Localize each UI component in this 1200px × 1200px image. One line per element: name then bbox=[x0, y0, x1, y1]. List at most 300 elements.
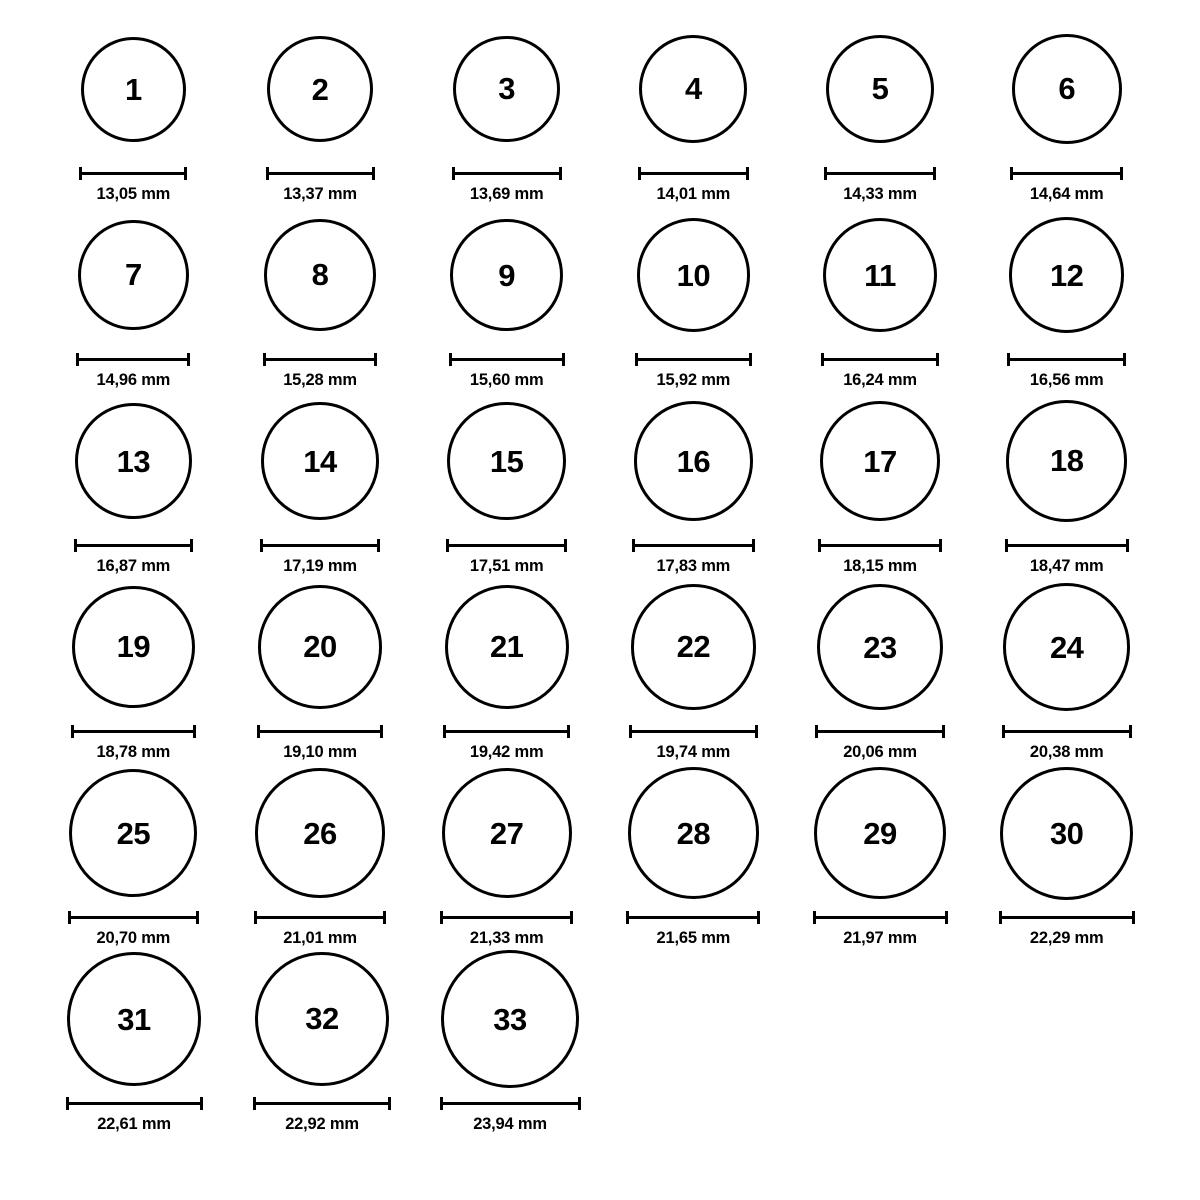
measure-cap-left bbox=[635, 353, 638, 366]
diameter-measure-bar bbox=[1010, 167, 1123, 179]
ring-size-item-2 bbox=[227, 18, 414, 204]
measure-line bbox=[818, 544, 942, 547]
diameter-label: 21,01 mm bbox=[283, 929, 357, 947]
ring-circle-icon bbox=[267, 36, 373, 142]
measure-cap-right bbox=[755, 725, 758, 738]
ring-circle-icon bbox=[826, 35, 935, 144]
ring-size-item-33 bbox=[416, 948, 604, 1134]
measure-line bbox=[260, 544, 381, 547]
measure-line bbox=[1010, 172, 1123, 175]
measure-line bbox=[253, 1102, 391, 1105]
measure-cap-left bbox=[821, 353, 824, 366]
ring-size-item-32 bbox=[228, 948, 416, 1134]
diameter-label: 16,87 mm bbox=[96, 557, 171, 575]
measure-cap-left bbox=[66, 1097, 69, 1110]
measure-cap-left bbox=[266, 167, 269, 180]
diameter-measure-bar bbox=[79, 167, 187, 179]
measure-cap-right bbox=[567, 725, 570, 738]
ring-size-number: 3 bbox=[498, 71, 516, 107]
ring-circle-icon bbox=[81, 37, 186, 142]
diameter-measure-bar bbox=[635, 353, 752, 365]
diameter-measure-bar bbox=[824, 167, 936, 179]
ring-size-number: 26 bbox=[303, 815, 337, 851]
measure-cap-right bbox=[1123, 353, 1126, 366]
ring-circle-icon bbox=[639, 35, 747, 143]
measure-line bbox=[76, 358, 190, 361]
ring-circle-wrap bbox=[1006, 390, 1127, 532]
measure-cap-left bbox=[446, 539, 449, 552]
measure-cap-left bbox=[824, 167, 827, 180]
ring-circle-icon bbox=[823, 218, 938, 333]
ring-circle-icon bbox=[69, 769, 197, 897]
measure-line bbox=[79, 172, 187, 175]
ring-circle-icon bbox=[817, 584, 943, 710]
ring-circle-wrap bbox=[817, 576, 943, 718]
measure-cap-right bbox=[196, 911, 199, 924]
measure-line bbox=[626, 916, 760, 919]
ring-size-number: 21 bbox=[489, 629, 524, 665]
ring-size-item-3 bbox=[413, 18, 600, 204]
diameter-measure-bar bbox=[821, 353, 939, 365]
diameter-label: 18,47 mm bbox=[1029, 557, 1104, 575]
diameter-label: 19,10 mm bbox=[283, 743, 357, 761]
measure-cap-right bbox=[559, 167, 562, 180]
measure-cap-right bbox=[752, 539, 755, 552]
measure-line bbox=[263, 358, 378, 361]
ring-size-number: 9 bbox=[498, 257, 516, 293]
ring-circle-wrap bbox=[255, 762, 384, 904]
ring-size-item-19 bbox=[40, 576, 227, 762]
ring-size-item-30 bbox=[973, 762, 1160, 948]
ring-circle-icon bbox=[1006, 400, 1127, 521]
measure-cap-left bbox=[79, 167, 82, 180]
ring-circle-wrap bbox=[453, 18, 560, 160]
diameter-label: 19,42 mm bbox=[469, 743, 544, 761]
diameter-measure-bar bbox=[999, 911, 1135, 923]
ring-size-number: 30 bbox=[1049, 815, 1084, 851]
ring-size-row bbox=[40, 948, 1160, 1134]
ring-size-number: 19 bbox=[116, 629, 151, 665]
measure-line bbox=[638, 172, 749, 175]
diameter-measure-bar bbox=[443, 725, 570, 737]
diameter-measure-bar bbox=[815, 725, 944, 737]
measure-cap-right bbox=[562, 353, 565, 366]
measure-line bbox=[1005, 544, 1129, 547]
measure-cap-right bbox=[193, 725, 196, 738]
diameter-measure-bar bbox=[71, 725, 196, 737]
diameter-label: 20,38 mm bbox=[1029, 743, 1104, 761]
measure-cap-left bbox=[813, 911, 816, 924]
ring-circle-icon bbox=[258, 585, 381, 708]
measure-line bbox=[1007, 358, 1126, 361]
ring-circle-wrap bbox=[81, 18, 186, 160]
diameter-label: 22,92 mm bbox=[285, 1115, 359, 1133]
measure-line bbox=[449, 358, 565, 361]
ring-size-number: 4 bbox=[684, 71, 702, 107]
ring-size-item-21 bbox=[413, 576, 600, 762]
ring-circle-wrap bbox=[820, 390, 941, 532]
ring-size-number: 18 bbox=[1049, 443, 1084, 479]
measure-line bbox=[74, 544, 194, 547]
diameter-measure-bar bbox=[260, 539, 381, 551]
ring-size-item-16 bbox=[600, 390, 787, 576]
diameter-label: 23,94 mm bbox=[473, 1115, 547, 1133]
ring-size-number: 6 bbox=[1058, 71, 1076, 107]
measure-cap-right bbox=[388, 1097, 391, 1110]
ring-size-number: 2 bbox=[311, 71, 329, 107]
diameter-measure-bar bbox=[257, 725, 383, 737]
ring-size-row bbox=[40, 204, 1160, 390]
ring-size-number: 32 bbox=[305, 1001, 339, 1037]
diameter-measure-bar bbox=[74, 539, 194, 551]
measure-cap-left bbox=[257, 725, 260, 738]
ring-size-number: 11 bbox=[864, 257, 896, 293]
ring-circle-icon bbox=[814, 767, 946, 899]
diameter-measure-bar bbox=[629, 725, 757, 737]
ring-circle-wrap bbox=[814, 762, 946, 904]
measure-cap-left bbox=[449, 353, 452, 366]
ring-circle-icon bbox=[445, 585, 569, 709]
ring-circle-wrap bbox=[75, 390, 192, 532]
ring-circle-wrap bbox=[67, 948, 201, 1090]
measure-cap-left bbox=[1005, 539, 1008, 552]
ring-size-item-23 bbox=[787, 576, 974, 762]
ring-circle-icon bbox=[634, 401, 754, 521]
measure-line bbox=[1002, 730, 1132, 733]
ring-size-item-20 bbox=[227, 576, 414, 762]
diameter-measure-bar bbox=[263, 353, 378, 365]
diameter-label: 17,51 mm bbox=[469, 557, 544, 575]
ring-size-item-22 bbox=[600, 576, 787, 762]
diameter-label: 14,33 mm bbox=[843, 185, 917, 203]
ring-circle-wrap bbox=[442, 762, 572, 904]
ring-circle-icon bbox=[442, 768, 572, 898]
ring-circle-wrap bbox=[441, 948, 579, 1090]
ring-size-item-13 bbox=[40, 390, 227, 576]
diameter-label: 17,19 mm bbox=[283, 557, 357, 575]
ring-circle-wrap bbox=[72, 576, 194, 718]
measure-cap-right bbox=[374, 353, 377, 366]
ring-circle-wrap bbox=[1000, 762, 1133, 904]
ring-circle-wrap bbox=[1009, 204, 1125, 346]
diameter-label: 15,60 mm bbox=[469, 371, 544, 389]
ring-circle-icon bbox=[450, 219, 563, 332]
measure-cap-left bbox=[626, 911, 629, 924]
diameter-measure-bar bbox=[452, 167, 562, 179]
ring-circle-wrap bbox=[255, 948, 390, 1090]
diameter-measure-bar bbox=[1002, 725, 1132, 737]
ring-circle-wrap bbox=[628, 762, 759, 904]
diameter-measure-bar bbox=[254, 911, 386, 923]
ring-circle-icon bbox=[447, 402, 566, 521]
measure-line bbox=[254, 916, 386, 919]
ring-circle-icon bbox=[78, 220, 189, 331]
ring-circle-icon bbox=[1012, 34, 1122, 144]
ring-size-number: 17 bbox=[863, 443, 897, 479]
ring-size-item-4 bbox=[600, 18, 787, 204]
measure-cap-right bbox=[372, 167, 375, 180]
ring-size-number: 29 bbox=[863, 815, 897, 851]
ring-size-number: 5 bbox=[871, 71, 889, 107]
measure-line bbox=[821, 358, 939, 361]
ring-size-item-29 bbox=[787, 762, 974, 948]
measure-cap-right bbox=[1129, 725, 1132, 738]
ring-size-number: 8 bbox=[311, 257, 329, 293]
ring-size-item-1 bbox=[40, 18, 227, 204]
diameter-measure-bar bbox=[449, 353, 565, 365]
measure-line bbox=[68, 916, 199, 919]
measure-cap-right bbox=[187, 353, 190, 366]
ring-circle-icon bbox=[453, 36, 560, 143]
diameter-measure-bar bbox=[266, 167, 375, 179]
diameter-label: 14,96 mm bbox=[96, 371, 171, 389]
ring-circle-wrap bbox=[78, 204, 189, 346]
measure-line bbox=[443, 730, 570, 733]
measure-cap-left bbox=[71, 725, 74, 738]
measure-cap-right bbox=[939, 539, 942, 552]
measure-cap-left bbox=[632, 539, 635, 552]
measure-cap-left bbox=[443, 725, 446, 738]
ring-circle-icon bbox=[255, 952, 390, 1087]
diameter-measure-bar bbox=[66, 1097, 203, 1109]
ring-circle-wrap bbox=[639, 18, 747, 160]
measure-line bbox=[815, 730, 944, 733]
ring-size-item-9 bbox=[413, 204, 600, 390]
measure-cap-right bbox=[380, 725, 383, 738]
diameter-label: 21,33 mm bbox=[469, 929, 544, 947]
ring-circle-icon bbox=[67, 952, 201, 1086]
measure-cap-right bbox=[749, 353, 752, 366]
measure-cap-right bbox=[936, 353, 939, 366]
measure-line bbox=[266, 172, 375, 175]
diameter-label: 18,78 mm bbox=[96, 743, 171, 761]
diameter-measure-bar bbox=[68, 911, 199, 923]
diameter-label: 15,28 mm bbox=[283, 371, 357, 389]
diameter-measure-bar bbox=[440, 911, 573, 923]
measure-line bbox=[999, 916, 1135, 919]
ring-circle-icon bbox=[1009, 217, 1125, 333]
measure-cap-right bbox=[383, 911, 386, 924]
ring-size-number: 33 bbox=[493, 1001, 527, 1037]
ring-size-item-7 bbox=[40, 204, 227, 390]
measure-line bbox=[629, 730, 757, 733]
diameter-measure-bar bbox=[76, 353, 190, 365]
measure-cap-left bbox=[68, 911, 71, 924]
measure-cap-right bbox=[1132, 911, 1135, 924]
ring-size-number: 20 bbox=[303, 629, 337, 665]
measure-line bbox=[635, 358, 752, 361]
diameter-label: 14,64 mm bbox=[1029, 185, 1104, 203]
ring-circle-icon bbox=[264, 219, 376, 331]
diameter-measure-bar bbox=[446, 539, 568, 551]
measure-cap-right bbox=[570, 911, 573, 924]
ring-size-item-25 bbox=[40, 762, 227, 948]
diameter-measure-bar bbox=[440, 1097, 581, 1109]
measure-cap-left bbox=[253, 1097, 256, 1110]
measure-cap-left bbox=[999, 911, 1002, 924]
ring-size-item-8 bbox=[227, 204, 414, 390]
ring-size-item-17 bbox=[787, 390, 974, 576]
diameter-label: 13,69 mm bbox=[469, 185, 544, 203]
ring-circle-icon bbox=[72, 586, 194, 708]
ring-size-number: 12 bbox=[1049, 257, 1084, 293]
ring-size-number: 24 bbox=[1049, 629, 1084, 665]
ring-size-number: 23 bbox=[863, 629, 897, 665]
measure-cap-right bbox=[1120, 167, 1123, 180]
measure-cap-right bbox=[184, 167, 187, 180]
ring-size-item-5 bbox=[787, 18, 974, 204]
ring-size-row bbox=[40, 18, 1160, 204]
measure-cap-right bbox=[746, 167, 749, 180]
ring-circle-wrap bbox=[826, 18, 935, 160]
measure-cap-right bbox=[377, 539, 380, 552]
ring-size-number: 22 bbox=[676, 629, 711, 665]
ring-size-number: 25 bbox=[116, 815, 151, 851]
ring-size-row bbox=[40, 762, 1160, 948]
ring-circle-wrap bbox=[258, 576, 381, 718]
ring-circle-wrap bbox=[264, 204, 376, 346]
ring-circle-icon bbox=[75, 403, 192, 520]
ring-circle-icon bbox=[261, 402, 379, 520]
ring-size-item-18 bbox=[973, 390, 1160, 576]
diameter-measure-bar bbox=[813, 911, 948, 923]
ring-size-item-26 bbox=[227, 762, 414, 948]
ring-size-number: 27 bbox=[489, 815, 524, 851]
ring-size-item-31 bbox=[40, 948, 228, 1134]
measure-line bbox=[452, 172, 562, 175]
ring-circle-icon bbox=[1000, 767, 1133, 900]
diameter-label: 22,61 mm bbox=[97, 1115, 171, 1133]
diameter-label: 19,74 mm bbox=[656, 743, 731, 761]
ring-circle-wrap bbox=[1003, 576, 1130, 718]
ring-size-number: 16 bbox=[676, 443, 711, 479]
ring-size-item-24 bbox=[973, 576, 1160, 762]
ring-size-item-15 bbox=[413, 390, 600, 576]
measure-cap-right bbox=[200, 1097, 203, 1110]
measure-cap-left bbox=[74, 539, 77, 552]
ring-size-number: 31 bbox=[117, 1001, 151, 1037]
ring-size-number: 28 bbox=[676, 815, 711, 851]
measure-line bbox=[440, 1102, 581, 1105]
measure-cap-right bbox=[1126, 539, 1129, 552]
measure-cap-left bbox=[440, 911, 443, 924]
measure-cap-left bbox=[1007, 353, 1010, 366]
diameter-measure-bar bbox=[818, 539, 942, 551]
ring-circle-icon bbox=[628, 767, 759, 898]
ring-size-number: 14 bbox=[303, 443, 337, 479]
ring-circle-icon bbox=[255, 768, 384, 897]
ring-size-number: 13 bbox=[116, 443, 151, 479]
measure-cap-left bbox=[452, 167, 455, 180]
measure-cap-left bbox=[263, 353, 266, 366]
measure-line bbox=[440, 916, 573, 919]
ring-size-row bbox=[40, 576, 1160, 762]
measure-line bbox=[813, 916, 948, 919]
ring-size-number: 7 bbox=[124, 257, 142, 293]
measure-cap-right bbox=[190, 539, 193, 552]
diameter-label: 20,70 mm bbox=[96, 929, 171, 947]
measure-cap-left bbox=[254, 911, 257, 924]
ring-circle-wrap bbox=[447, 390, 566, 532]
ring-circle-wrap bbox=[637, 204, 751, 346]
diameter-label: 14,01 mm bbox=[656, 185, 731, 203]
ring-size-number: 15 bbox=[489, 443, 524, 479]
measure-cap-left bbox=[815, 725, 818, 738]
diameter-label: 17,83 mm bbox=[656, 557, 731, 575]
diameter-label: 20,06 mm bbox=[843, 743, 917, 761]
ring-circle-wrap bbox=[1012, 18, 1122, 160]
ring-size-number: 1 bbox=[124, 71, 142, 107]
diameter-measure-bar bbox=[632, 539, 755, 551]
diameter-label: 16,56 mm bbox=[1029, 371, 1104, 389]
ring-circle-wrap bbox=[261, 390, 379, 532]
ring-size-item-27 bbox=[413, 762, 600, 948]
ring-circle-wrap bbox=[267, 18, 373, 160]
ring-circle-wrap bbox=[631, 576, 756, 718]
measure-cap-left bbox=[76, 353, 79, 366]
measure-line bbox=[71, 730, 196, 733]
measure-line bbox=[257, 730, 383, 733]
measure-line bbox=[824, 172, 936, 175]
ring-size-item-12 bbox=[973, 204, 1160, 390]
ring-circle-wrap bbox=[450, 204, 563, 346]
measure-cap-left bbox=[260, 539, 263, 552]
measure-cap-right bbox=[564, 539, 567, 552]
ring-size-number: 10 bbox=[676, 257, 711, 293]
diameter-label: 15,92 mm bbox=[656, 371, 731, 389]
ring-circle-wrap bbox=[823, 204, 938, 346]
diameter-label: 18,15 mm bbox=[843, 557, 917, 575]
ring-circle-wrap bbox=[445, 576, 569, 718]
measure-line bbox=[446, 544, 568, 547]
ring-size-item-10 bbox=[600, 204, 787, 390]
measure-cap-right bbox=[942, 725, 945, 738]
ring-size-item-14 bbox=[227, 390, 414, 576]
ring-size-item-6 bbox=[973, 18, 1160, 204]
diameter-label: 13,37 mm bbox=[283, 185, 357, 203]
diameter-label: 22,29 mm bbox=[1029, 929, 1104, 947]
measure-cap-left bbox=[818, 539, 821, 552]
measure-cap-left bbox=[1002, 725, 1005, 738]
diameter-label: 21,97 mm bbox=[843, 929, 917, 947]
ring-circle-icon bbox=[1003, 583, 1130, 710]
ring-size-item-11 bbox=[787, 204, 974, 390]
measure-cap-left bbox=[440, 1097, 443, 1110]
ring-size-row bbox=[40, 390, 1160, 576]
ring-circle-icon bbox=[631, 584, 756, 709]
measure-line bbox=[66, 1102, 203, 1105]
diameter-measure-bar bbox=[638, 167, 749, 179]
measure-cap-right bbox=[933, 167, 936, 180]
diameter-measure-bar bbox=[1007, 353, 1126, 365]
measure-cap-right bbox=[945, 911, 948, 924]
measure-cap-left bbox=[1010, 167, 1013, 180]
diameter-label: 21,65 mm bbox=[656, 929, 731, 947]
measure-line bbox=[632, 544, 755, 547]
diameter-measure-bar bbox=[253, 1097, 391, 1109]
diameter-measure-bar bbox=[1005, 539, 1129, 551]
measure-cap-right bbox=[578, 1097, 581, 1110]
ring-circle-icon bbox=[441, 950, 579, 1088]
diameter-label: 16,24 mm bbox=[843, 371, 917, 389]
measure-cap-left bbox=[638, 167, 641, 180]
measure-cap-right bbox=[757, 911, 760, 924]
ring-size-item-28 bbox=[600, 762, 787, 948]
ring-circle-icon bbox=[637, 218, 751, 332]
diameter-label: 13,05 mm bbox=[96, 185, 171, 203]
ring-circle-wrap bbox=[69, 762, 197, 904]
ring-circle-wrap bbox=[634, 390, 754, 532]
